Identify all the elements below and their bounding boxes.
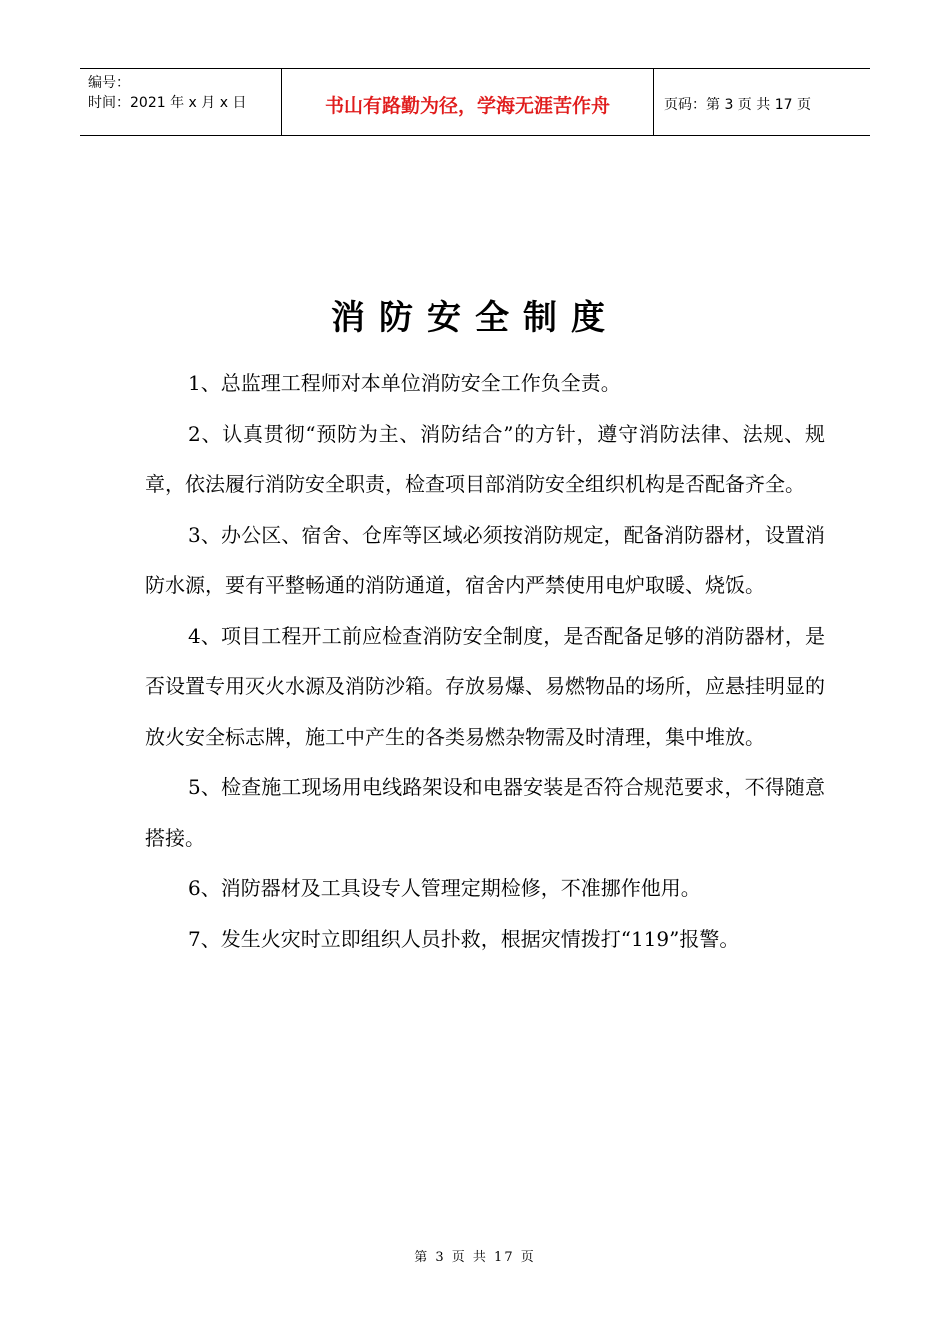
- header-page-info: 页码：第 3 页 共 17 页: [664, 97, 811, 113]
- page-footer: 第 3 页 共 17 页: [414, 1250, 536, 1265]
- paragraph-5: 5、检查施工现场用电线路架设和电器安装是否符合规范要求，不得随意搭接。: [145, 775, 825, 850]
- document-body: [145, 358, 825, 964]
- paragraph-2: 2、认真贯彻“预防为主、消防结合”的方针，遵守消防法律、法规、规章，依法履行消防安全职责，检查项目部消防安全组织机构是否配备齐全。: [145, 421, 825, 496]
- paragraph-3: 3、办公区、宿舍、仓库等区域必须按消防规定，配备消防器材，设置消防水源，要有平整畅通的消防通道，宿舍内严禁使用电炉取暖、烧饭。: [145, 522, 825, 597]
- header-info-cell: [80, 69, 282, 135]
- paragraph-6: 6、消防器材及工具设专人管理定期检修，不准挪作他用。: [188, 876, 701, 900]
- page-header: [80, 68, 870, 136]
- number-label: 编号：: [88, 75, 130, 91]
- paragraph-1: 1、总监理工程师对本单位消防安全工作负全责。: [188, 371, 621, 395]
- time-label: 时间：2021 年 x 月 x 日: [88, 95, 247, 111]
- paragraph-7: 7、发生火灾时立即组织人员扑救，根据灾情拨打“119”报警。: [188, 926, 740, 951]
- header-motto: 书山有路勤为径，学海无涯苦作舟: [282, 69, 654, 135]
- document-title: 消防安全制度: [331, 298, 619, 338]
- paragraph-4: 4、项目工程开工前应检查消防安全制度，是否配备足够的消防器材，是否设置专用灭火水源及消防沙箱。存放易爆、易燃物品的场所，应悬挂明显的放火安全标志牌，施工中产生的各类易燃杂物需及时清理，集中堆放。: [145, 623, 825, 749]
